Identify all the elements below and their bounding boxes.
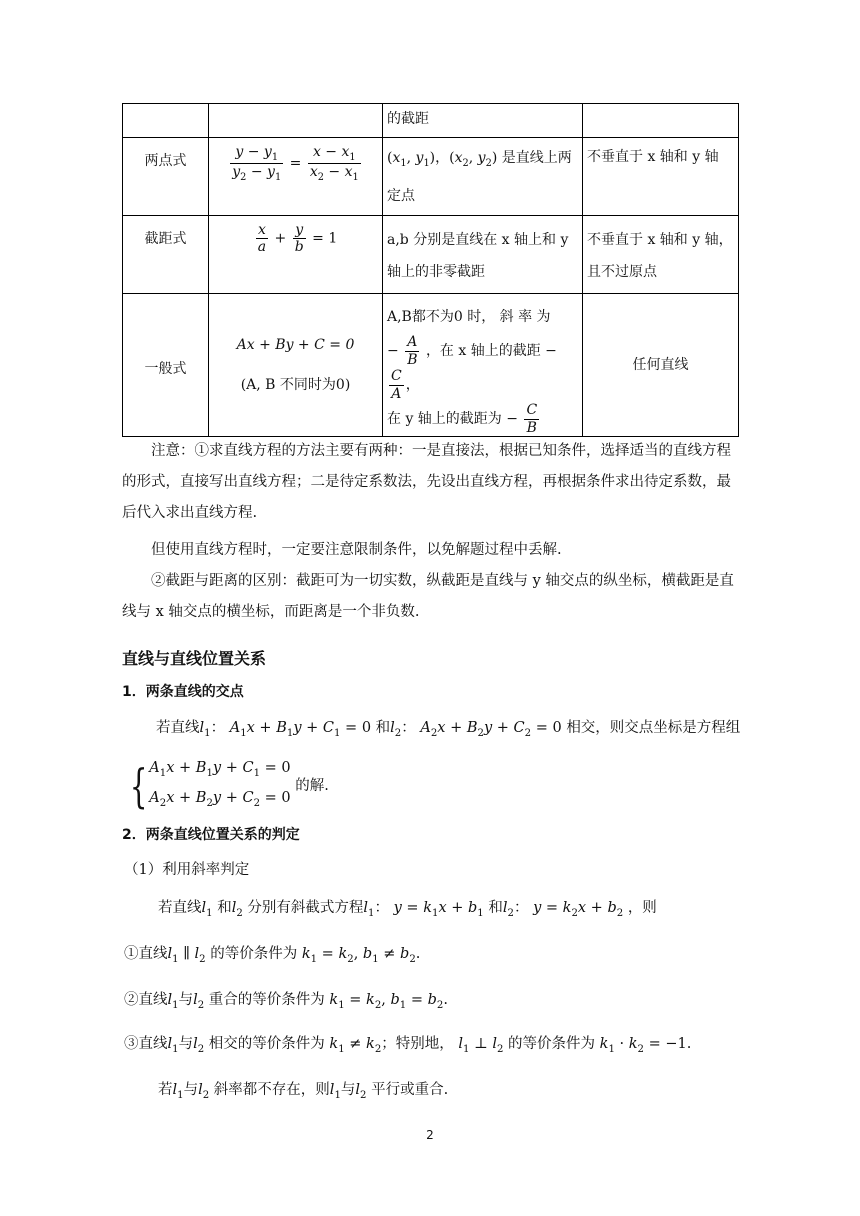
cond-text: 在 y 轴上的截距为	[387, 411, 502, 427]
table-cell	[209, 104, 383, 138]
text: 若直线	[156, 720, 200, 736]
line-equation-table	[122, 103, 739, 437]
general-equation: Ax + By + C = 0	[236, 337, 355, 353]
general-formula	[209, 294, 383, 437]
table-row	[123, 294, 739, 437]
text: 的解.	[295, 777, 329, 794]
text: ②直线	[124, 992, 168, 1008]
text: 重合的等价条件为	[208, 992, 325, 1008]
two-point-condition: ($x_1$, $y_1$)，($x_2$, $y_2$) 是直线上两定点	[383, 138, 583, 216]
table-row	[123, 104, 739, 138]
note-paragraph-2: 但使用直线方程时，一定要注意限制条件，以免解题过程中丢解.	[151, 542, 562, 558]
text: ①直线	[124, 946, 168, 962]
scope-cell: 不垂直于 x 轴和 y 轴，且不过原点	[583, 216, 739, 294]
condition-text: 是直线上两定点	[387, 150, 572, 204]
table-cell	[583, 104, 739, 138]
text: 斜率都不存在，则	[213, 1082, 330, 1098]
text: 平行或重合.	[371, 1082, 449, 1098]
rule-parallel: ①直线$l_1$ ∥ $l_2$ 的等价条件为 $k_1 = k_2$, $b_1 \ne b_2$.	[124, 946, 421, 965]
table-row	[123, 138, 739, 216]
intercept-formula: $\frac{x}{a}$ + $\frac{y}{b}$ = 1	[209, 216, 383, 294]
subsection-title-2: 2．两条直线位置关系的判定	[122, 827, 300, 843]
text: ，则	[627, 900, 657, 916]
rule-coincide: ②直线$l_1$与$l_2$ 重合的等价条件为 $k_1 = k_2$, $b_1 = b_2$.	[124, 992, 448, 1011]
table-cell	[123, 104, 209, 138]
text: 的等价条件为	[210, 946, 298, 962]
table-cell: 的截距	[383, 104, 583, 138]
text: ；特别地，	[381, 1036, 454, 1052]
brace-icon: {	[129, 758, 148, 813]
cond-line-3: 在 y 轴上的截距为 − $\frac{C}{B}$	[387, 402, 538, 436]
scope-cell: 任何直线	[583, 294, 739, 437]
equation-system: { $A_1x + B_1y + C_1 = 0$ $A_2x + B_2y + C_2 = 0$ 的解.	[129, 758, 329, 813]
text: 的等价条件为	[508, 1036, 596, 1052]
text: 相交的等价条件为	[208, 1036, 325, 1052]
page-number: 2	[426, 1128, 434, 1142]
intersection-text: 若直线$l_1$： $A_1x + B_1y + C_1 = 0$ 和$l_2$： $A_2x + B_2y + C_2 = 0$ 相交，则交点坐标是方程组	[156, 720, 741, 739]
rule-no-slope: 若$l_1$与$l_2$ 斜率都不存在，则$l_1$与$l_2$ 平行或重合.	[158, 1082, 449, 1101]
note-paragraph-1: 注意：①求直线方程的方法主要有两种：一是直接法，根据已知条件，选择适当的直线方程的形式，直接写出直线方程；二是待定系数法，先设出直线方程，再根据条件求出待定系数，最后代入求出直线方程.	[122, 443, 731, 521]
form-name: 截距式	[123, 216, 209, 294]
slope-intro: 若直线$l_1$ 和$l_2$ 分别有斜截式方程$l_1$： $y = k_1x + b_1$ 和$l_2$： $y = k_2x + b_2$ ，则	[158, 900, 657, 919]
general-note: (A, B 不同时为0)	[240, 377, 351, 393]
subsection-title-1: 1．两条直线的交点	[122, 684, 244, 700]
text: 和	[488, 900, 503, 916]
scope-cell: 不垂直于 x 轴和 y 轴	[583, 138, 739, 216]
cond-text: ，在 x 轴上的截距	[425, 343, 541, 359]
table-row	[123, 216, 739, 294]
text: 相交，则交点坐标是方程组	[566, 720, 741, 736]
text: 若直线	[158, 900, 202, 916]
form-name: 两点式	[123, 138, 209, 216]
subsubsection-title: （1）利用斜率判定	[124, 862, 250, 878]
text: 和	[375, 720, 391, 736]
cond-line-1: A,B都不为0 时， 斜 率 为	[387, 309, 551, 325]
text: 分别有斜截式方程	[247, 900, 364, 916]
form-name: 一般式	[123, 294, 209, 437]
rule-intersect: ③直线$l_1$与$l_2$ 相交的等价条件为 $k_1 \ne k_2$；特别地， $l_1$ ⊥ $l_2$ 的等价条件为 $k_1 \cdot k_2 = -1$.	[124, 1036, 692, 1055]
intercept-condition: a,b 分别是直线在 x 轴上和 y 轴上的非零截距	[383, 216, 583, 294]
cond-line-2: − $\frac{A}{B}$ ，在 x 轴上的截距 − $\frac{C}{A}$ ，	[387, 334, 557, 402]
text: 若	[158, 1082, 173, 1098]
two-point-formula: $\frac{y - y_1}{y_2 - y_1}$ = $\frac{x - x_1}{x_2 - x_1}$	[209, 138, 383, 216]
text: ③直线	[124, 1036, 168, 1052]
section-title: 直线与直线位置关系	[122, 649, 267, 668]
note-paragraph-3: ②截距与距离的区别：截距可为一切实数，纵截距是直线与 y 轴交点的纵坐标，横截距是直线与 x 轴交点的横坐标，而距离是一个非负数.	[122, 573, 734, 620]
text: 和	[217, 900, 232, 916]
general-condition	[383, 294, 583, 437]
